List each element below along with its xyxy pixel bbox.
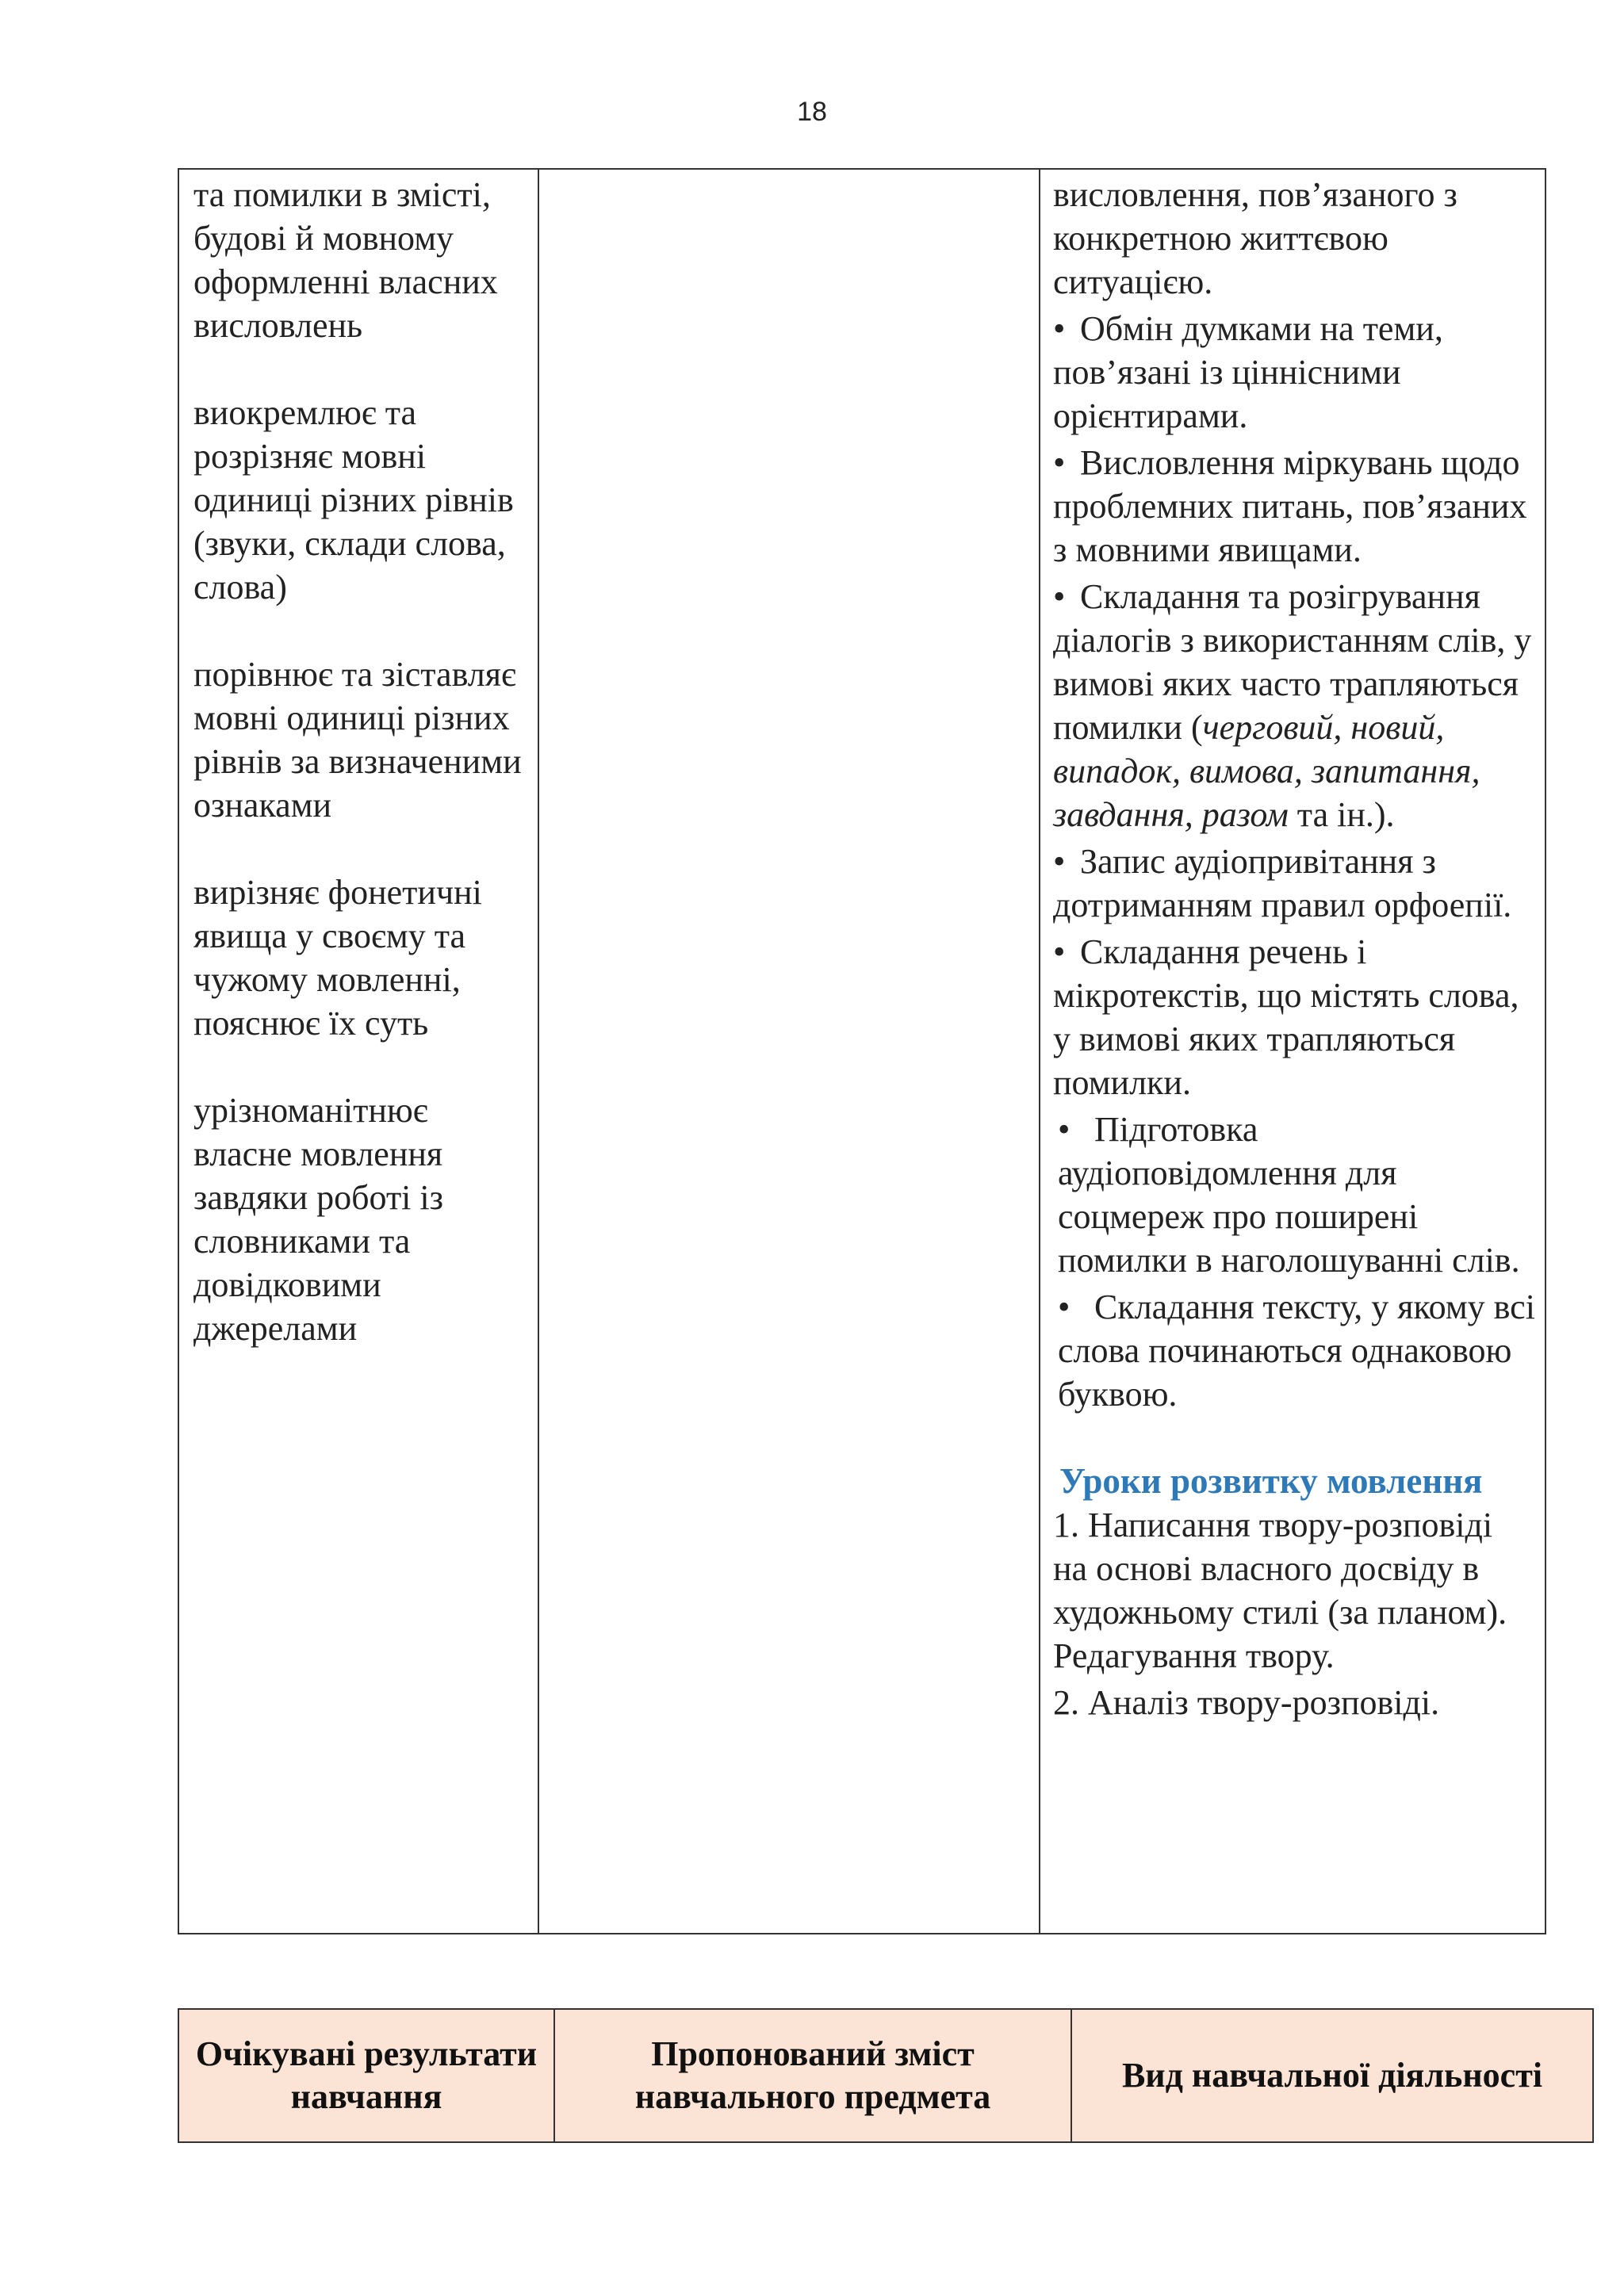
proposed-content-cell [538,169,1040,1934]
result-item: вирізняє фонетичні явища у своєму та чужому мовленні, пояснює їх суть [193,873,482,1043]
curriculum-table [178,168,1546,1934]
result-item: порівнює та зіставляє мовні одиниці різних рівнів за визначеними ознаками [193,655,522,825]
bullet-icon: • [1053,577,1066,616]
header-row [178,2009,1593,2142]
activity-bullet: • Підготовка аудіоповідомлення для соцмереж про поширені помилки в наголошуванні слів. [1053,1108,1535,1282]
table-header [178,2008,1594,2143]
bullet-icon: • [1053,309,1066,348]
expected-results-cell [178,169,538,1934]
result-item: та помилки в змісті, будові й мовному оформленні власних висловлень [193,175,498,345]
lesson-item: 2. Аналіз твору-розповіді. [1053,1683,1440,1722]
activity-intro: висловлення, пов’язаного з конкретною життєвою ситуацією. [1053,175,1457,301]
activity-bullet: • Складання тексту, у якому всі слова починаються однаковою буквою. [1053,1285,1535,1416]
lesson-item: 1. Написання твору-розповіді на основі власного досвіду в художньому стилі (за планом). Редагування твору. [1053,1506,1507,1675]
activity-bullet: • Складання та розігрування діалогів з використанням слів, у вимові яких часто трапляються помилки (черговий, новий, випадок, вимова, запитання, завдання, разом та ін.). [1053,575,1535,836]
result-item: урізноманітнює власне мовлення завдяки роботі із словниками та довідковими джерелами [193,1091,444,1348]
result-item: виокремлює та розрізняє мовні одиниці різних рівнів (звуки, склади слова, слова) [193,393,514,607]
example-words: черговий, новий, випадок, вимова, запитання, завдання, разом [1053,708,1480,834]
header-activity-type: Вид навчальної діяльності [1071,2009,1593,2142]
table-row [178,169,1545,1934]
bullet-icon: • [1058,1110,1071,1149]
page-number: 18 [797,97,827,127]
bullet-icon: • [1053,932,1066,971]
bullet-icon: • [1058,1288,1071,1326]
activity-type-cell [1040,169,1545,1934]
bullet-icon: • [1053,842,1066,881]
bullet-icon: • [1053,443,1066,482]
activity-bullet: • Запис аудіопривітання з дотриманням правил орфоепії. [1053,840,1535,927]
lessons-title: Уроки розвитку мовлення [1059,1461,1483,1501]
header-proposed-content: Пропонований зміст навчального предмета [554,2009,1071,2142]
activity-bullet: • Складання речень і мікротекстів, що містять слова, у вимові яких трапляються помилки. [1053,930,1535,1104]
header-expected-results: Очікувані результати навчання [178,2009,554,2142]
activity-bullet: • Обмін думками на теми, пов’язані із ціннісними орієнтирами. [1053,307,1535,438]
activity-bullet: • Висловлення міркувань щодо проблемних питань, пов’язаних з мовними явищами. [1053,441,1535,572]
